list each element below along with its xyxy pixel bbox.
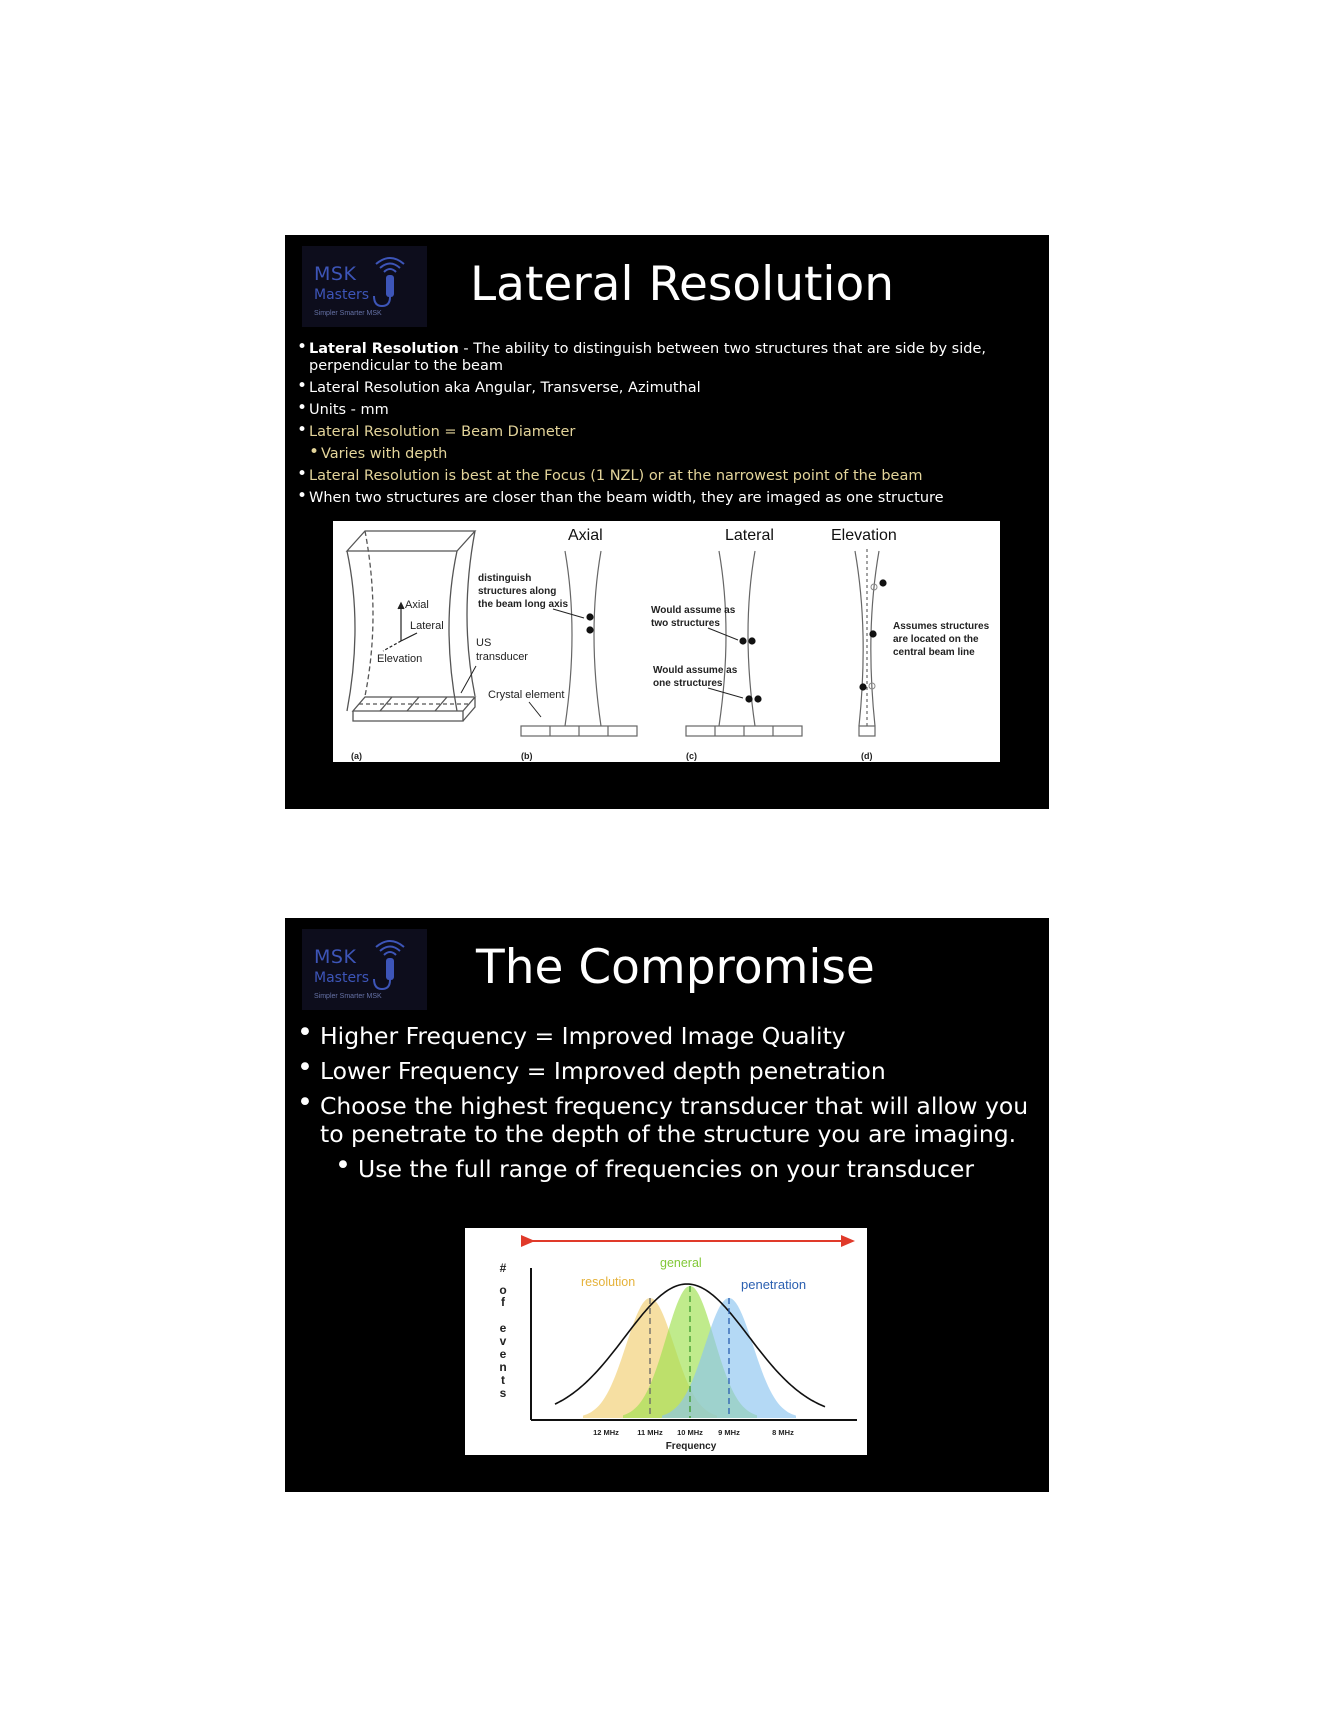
beam-elevation — [855, 549, 879, 736]
page-title: Lateral Resolution — [470, 257, 895, 312]
x-ticks — [593, 1428, 794, 1437]
axis-label-lateral: Lateral — [410, 620, 444, 632]
label-us: US — [476, 637, 492, 649]
logo-word-msk: MSK — [314, 946, 357, 968]
x-tick-label: 9 MHz — [718, 1428, 740, 1437]
msk-masters-logo — [302, 929, 427, 1010]
label-resolution: resolution — [581, 1275, 636, 1289]
resolution-diagram — [333, 521, 1000, 762]
label-one-structure: Would assume as — [653, 665, 738, 676]
label-two-structures: Would assume as — [651, 605, 736, 616]
panel-label-d: (d) — [861, 751, 873, 761]
list-item: • Lower Frequency = Improved depth penetration — [297, 1057, 1042, 1085]
axis-label-elevation: Elevation — [377, 653, 423, 665]
bullet-list — [297, 1022, 1042, 1190]
beam-axial — [521, 551, 637, 736]
y-label-char: f — [501, 1295, 505, 1309]
slide-the-compromise — [285, 918, 1049, 1492]
list-item: • Units - mm — [297, 402, 1037, 419]
logo-word-msk: MSK — [314, 263, 357, 285]
panel-label-b: (b) — [521, 751, 533, 761]
header-axial: Axial — [568, 527, 603, 544]
y-label-char: v — [499, 1334, 507, 1348]
y-label-char: o — [499, 1283, 507, 1297]
label-general: general — [660, 1256, 702, 1270]
header-elevation: Elevation — [831, 527, 897, 544]
y-label-char: e — [499, 1321, 507, 1335]
x-axis-label: Frequency — [665, 1441, 717, 1452]
y-axis-label — [499, 1261, 506, 1400]
y-label-char: n — [499, 1360, 507, 1374]
x-tick-label: 8 MHz — [772, 1428, 794, 1437]
x-tick-label: 12 MHz — [593, 1428, 619, 1437]
slide-lateral-resolution — [285, 235, 1049, 809]
list-item: • Use the full range of frequencies on your transducer — [335, 1155, 1042, 1183]
y-label-char: s — [499, 1386, 507, 1400]
label-one-structure-2: one structures — [653, 678, 723, 689]
logo-word-masters: Masters — [314, 970, 370, 986]
label-assumes-3: central beam line — [893, 647, 975, 658]
msk-masters-logo — [302, 246, 427, 327]
logo-word-masters: Masters — [314, 287, 370, 303]
label-assumes: Assumes structures — [893, 621, 990, 632]
list-item: • Higher Frequency = Improved Image Quality — [297, 1022, 1042, 1050]
x-tick-label: 11 MHz — [637, 1428, 663, 1437]
panel-label-a: (a) — [351, 751, 362, 761]
axis-label-axial: Axial — [405, 599, 429, 611]
list-item: • When two structures are closer than the beam width, they are imaged as one structure — [297, 490, 1037, 507]
label-assumes-2: are located on the — [893, 634, 979, 645]
list-item: • Lateral Resolution aka Angular, Transverse, Azimuthal — [297, 380, 1037, 397]
y-label-char: e — [499, 1347, 507, 1361]
label-penetration: penetration — [741, 1277, 807, 1292]
logo-tagline: Simpler Smarter MSK — [314, 310, 382, 317]
frequency-chart — [465, 1228, 867, 1455]
ultrasound-probe-icon — [368, 250, 412, 312]
page-title: The Compromise — [476, 940, 875, 995]
list-item: • Varies with depth — [309, 446, 1037, 463]
bullet-list — [297, 341, 1037, 512]
ultrasound-probe-icon — [368, 933, 412, 995]
header-lateral: Lateral — [725, 527, 774, 544]
bullet-term: Lateral Resolution — [309, 341, 459, 357]
list-item: • Choose the highest frequency transducer that will allow you to penetrate to the depth of the structure you are imaging. — [297, 1092, 1042, 1148]
label-distinguish: distinguish — [478, 573, 532, 584]
panel-label-c: (c) — [686, 751, 697, 761]
y-label-char: # — [499, 1261, 507, 1275]
logo-tagline: Simpler Smarter MSK — [314, 993, 382, 1000]
list-item — [297, 341, 1037, 375]
list-item: • Lateral Resolution = Beam Diameter — [297, 424, 1037, 441]
label-crystal-element: Crystal element — [488, 689, 565, 701]
x-tick-label: 10 MHz — [677, 1428, 703, 1437]
list-item: • Lateral Resolution is best at the Focus (1 NZL) or at the narrowest point of the beam — [297, 468, 1037, 485]
label-distinguish-2: structures along — [478, 586, 557, 597]
label-distinguish-3: the beam long axis — [478, 599, 569, 610]
bullet-text: - The ability to distinguish between two structures that are side by side, perpendicular to the beam — [309, 341, 986, 374]
y-label-char: t — [501, 1373, 505, 1387]
label-transducer: transducer — [476, 651, 528, 663]
label-two-structures-2: two structures — [651, 618, 720, 629]
